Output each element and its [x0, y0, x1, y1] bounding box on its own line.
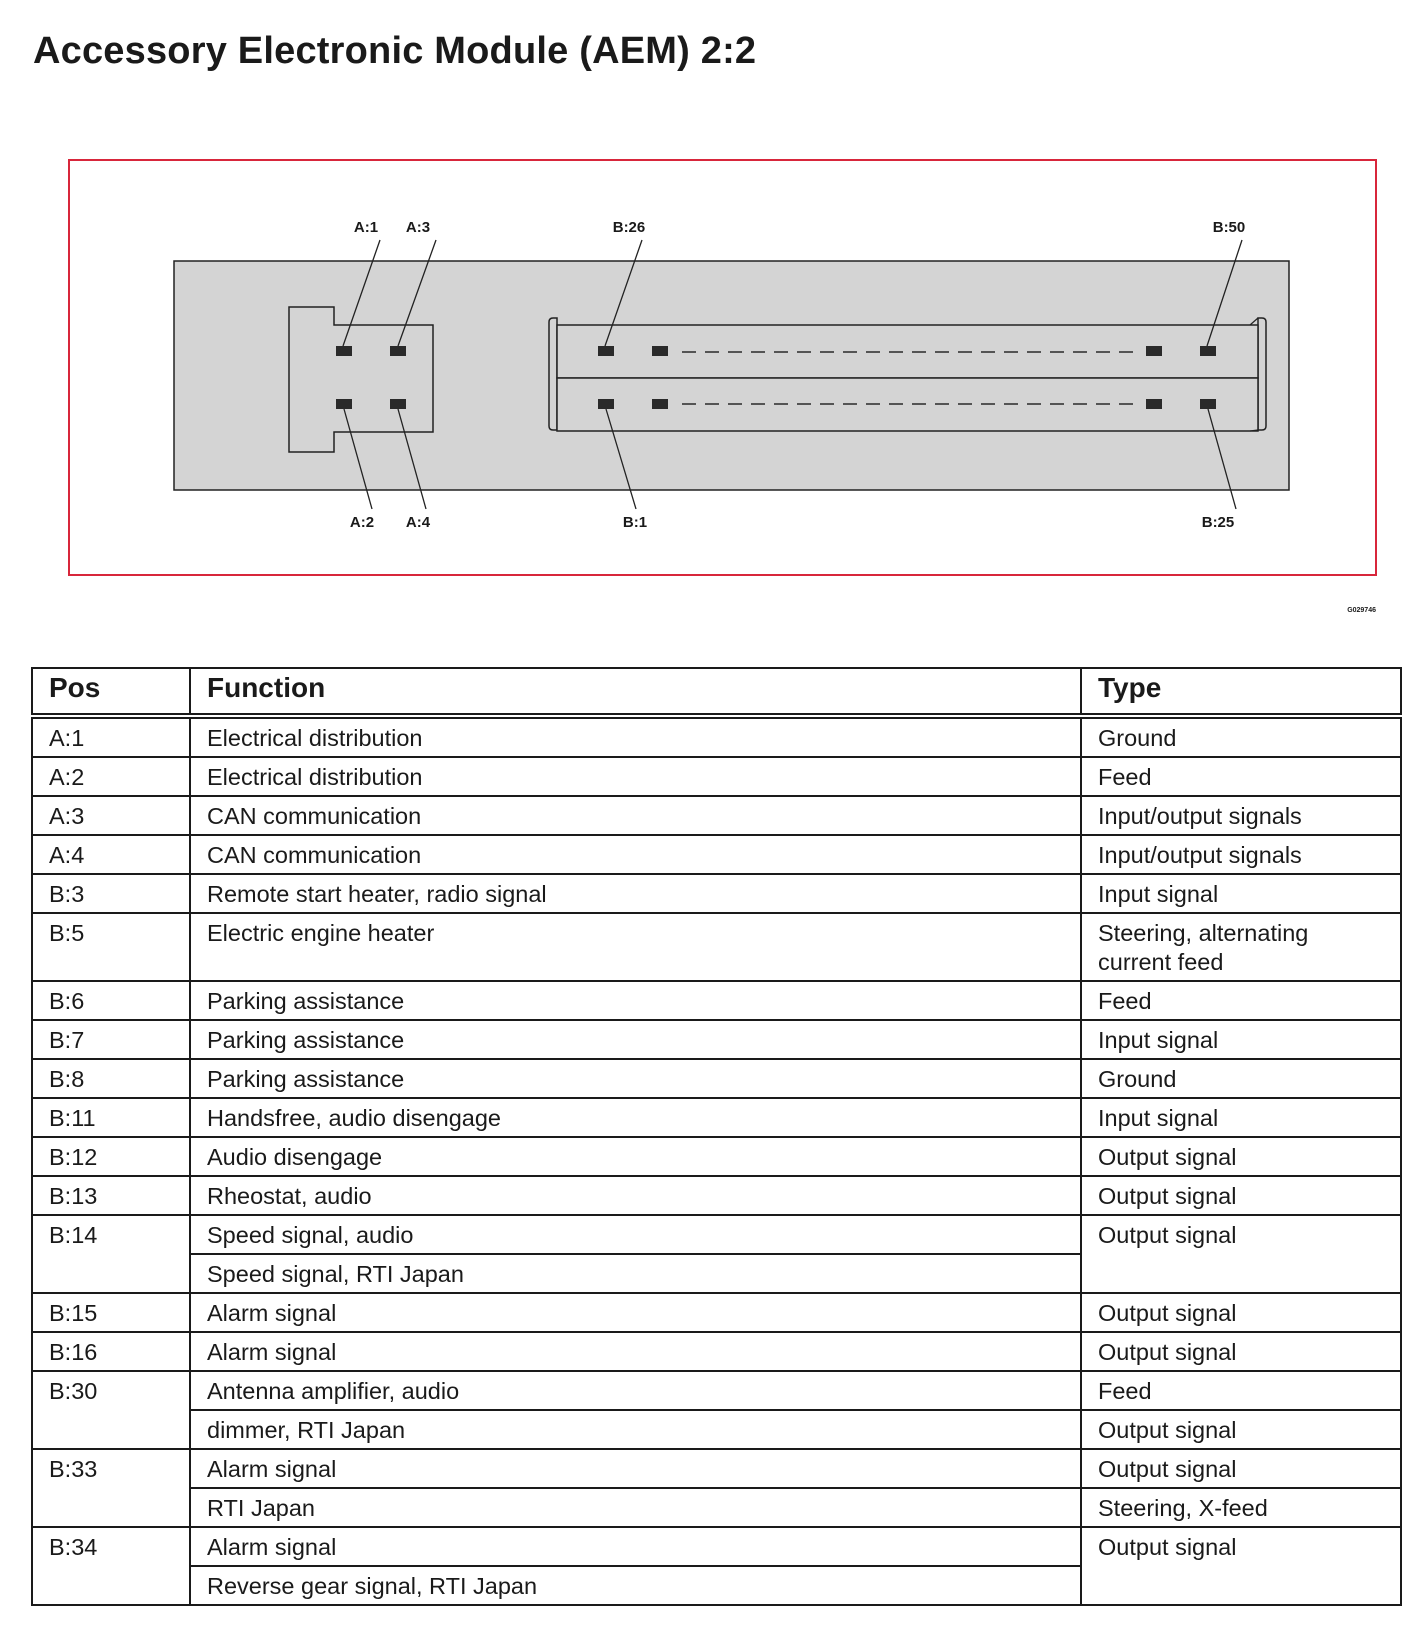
table-row [32, 716, 1401, 757]
cell-function: Rheostat, audio [190, 1176, 1081, 1215]
cell-pos: B:13 [32, 1176, 190, 1215]
cell-type: Output signal [1081, 1527, 1401, 1605]
pin-b24 [1146, 399, 1162, 409]
table-row [32, 1332, 1401, 1371]
pin-b1 [598, 399, 614, 409]
cell-function: Antenna amplifier, audio [190, 1371, 1081, 1410]
cell-function: Alarm signal [190, 1449, 1081, 1488]
pin-a4 [390, 399, 406, 409]
cell-function: Audio disengage [190, 1137, 1081, 1176]
table-row [32, 913, 1401, 981]
label-b26: B:26 [612, 219, 646, 236]
cell-function: Electric engine heater [190, 913, 1081, 981]
table-row [32, 1020, 1401, 1059]
table-row [32, 757, 1401, 796]
table-row [32, 835, 1401, 874]
cell-function: RTI Japan [190, 1488, 1081, 1527]
cell-pos: A:1 [32, 716, 190, 757]
cell-function: Parking assistance [190, 981, 1081, 1020]
label-b1: B:1 [622, 514, 648, 531]
header-pos: Pos [32, 668, 190, 716]
label-a4: A:4 [405, 514, 431, 531]
cell-type: Output signal [1081, 1332, 1401, 1371]
cell-type: Output signal [1081, 1215, 1401, 1293]
pin-b50 [1200, 346, 1216, 356]
cell-pos: B:6 [32, 981, 190, 1020]
cell-function: Reverse gear signal, RTI Japan [190, 1566, 1081, 1605]
cell-pos: A:2 [32, 757, 190, 796]
table-row [32, 981, 1401, 1020]
table-row [32, 1059, 1401, 1098]
cell-type: Steering, alternating current feed [1081, 913, 1401, 981]
cell-function: Electrical distribution [190, 757, 1081, 796]
cell-type: Feed [1081, 1371, 1401, 1410]
table-header-row [32, 668, 1401, 716]
table-subrow [32, 1488, 1401, 1527]
cell-type: Feed [1081, 757, 1401, 796]
label-b50: B:50 [1212, 219, 1246, 236]
cell-pos: B:12 [32, 1137, 190, 1176]
cell-function: Alarm signal [190, 1332, 1081, 1371]
cell-function: Alarm signal [190, 1527, 1081, 1566]
pin-table-body [32, 716, 1401, 1605]
pin-a2 [336, 399, 352, 409]
pin-b27 [652, 346, 668, 356]
table-row [32, 1293, 1401, 1332]
cell-type: Input signal [1081, 874, 1401, 913]
cell-type: Output signal [1081, 1176, 1401, 1215]
cell-type: Output signal [1081, 1137, 1401, 1176]
cell-type: Output signal [1081, 1410, 1401, 1449]
table-row [32, 1527, 1401, 1566]
cell-function: Speed signal, RTI Japan [190, 1254, 1081, 1293]
table-row [32, 796, 1401, 835]
cell-type: Ground [1081, 716, 1401, 757]
pin-b49 [1146, 346, 1162, 356]
pin-table [31, 667, 1402, 1606]
header-type: Type [1081, 668, 1401, 716]
table-row [32, 1449, 1401, 1488]
pin-b2 [652, 399, 668, 409]
cell-function: Parking assistance [190, 1059, 1081, 1098]
cell-pos: B:7 [32, 1020, 190, 1059]
cell-function: Speed signal, audio [190, 1215, 1081, 1254]
pin-b25 [1200, 399, 1216, 409]
pin-a3 [390, 346, 406, 356]
table-row [32, 1371, 1401, 1410]
cell-pos: B:16 [32, 1332, 190, 1371]
cell-type: Output signal [1081, 1293, 1401, 1332]
header-function: Function [190, 668, 1081, 716]
cell-function: dimmer, RTI Japan [190, 1410, 1081, 1449]
cell-pos: B:14 [32, 1215, 190, 1293]
label-a3: A:3 [405, 219, 431, 236]
table-subrow [32, 1410, 1401, 1449]
cell-pos: B:30 [32, 1371, 190, 1449]
figure-code: G029746 [1347, 607, 1376, 614]
table-row [32, 1176, 1401, 1215]
cell-pos: B:5 [32, 913, 190, 981]
cell-function: Alarm signal [190, 1293, 1081, 1332]
connector-diagram [0, 0, 1428, 640]
cell-function: Parking assistance [190, 1020, 1081, 1059]
connector-a [289, 307, 433, 452]
connector-b [549, 318, 1266, 431]
cell-type: Feed [1081, 981, 1401, 1020]
cell-pos: B:11 [32, 1098, 190, 1137]
cell-function: CAN communication [190, 835, 1081, 874]
cell-pos: B:15 [32, 1293, 190, 1332]
cell-type: Input signal [1081, 1020, 1401, 1059]
cell-type: Input/output signals [1081, 796, 1401, 835]
label-a1: A:1 [353, 219, 379, 236]
pin-a1 [336, 346, 352, 356]
cell-pos: B:3 [32, 874, 190, 913]
table-row [32, 874, 1401, 913]
cell-type: Steering, X-feed [1081, 1488, 1401, 1527]
label-a2: A:2 [349, 514, 375, 531]
table-row [32, 1098, 1401, 1137]
cell-type: Input/output signals [1081, 835, 1401, 874]
cell-pos: B:34 [32, 1527, 190, 1605]
table-row [32, 1137, 1401, 1176]
page-title: Accessory Electronic Module (AEM) 2:2 [33, 30, 757, 72]
cell-type: Output signal [1081, 1449, 1401, 1488]
cell-function: Electrical distribution [190, 716, 1081, 757]
cell-pos: A:4 [32, 835, 190, 874]
cell-pos: B:8 [32, 1059, 190, 1098]
pin-b26 [598, 346, 614, 356]
cell-pos: A:3 [32, 796, 190, 835]
cell-function: CAN communication [190, 796, 1081, 835]
cell-function: Handsfree, audio disengage [190, 1098, 1081, 1137]
table-row [32, 1215, 1401, 1254]
cell-function: Remote start heater, radio signal [190, 874, 1081, 913]
cell-type: Input signal [1081, 1098, 1401, 1137]
cell-pos: B:33 [32, 1449, 190, 1527]
cell-type: Ground [1081, 1059, 1401, 1098]
label-b25: B:25 [1201, 514, 1235, 531]
